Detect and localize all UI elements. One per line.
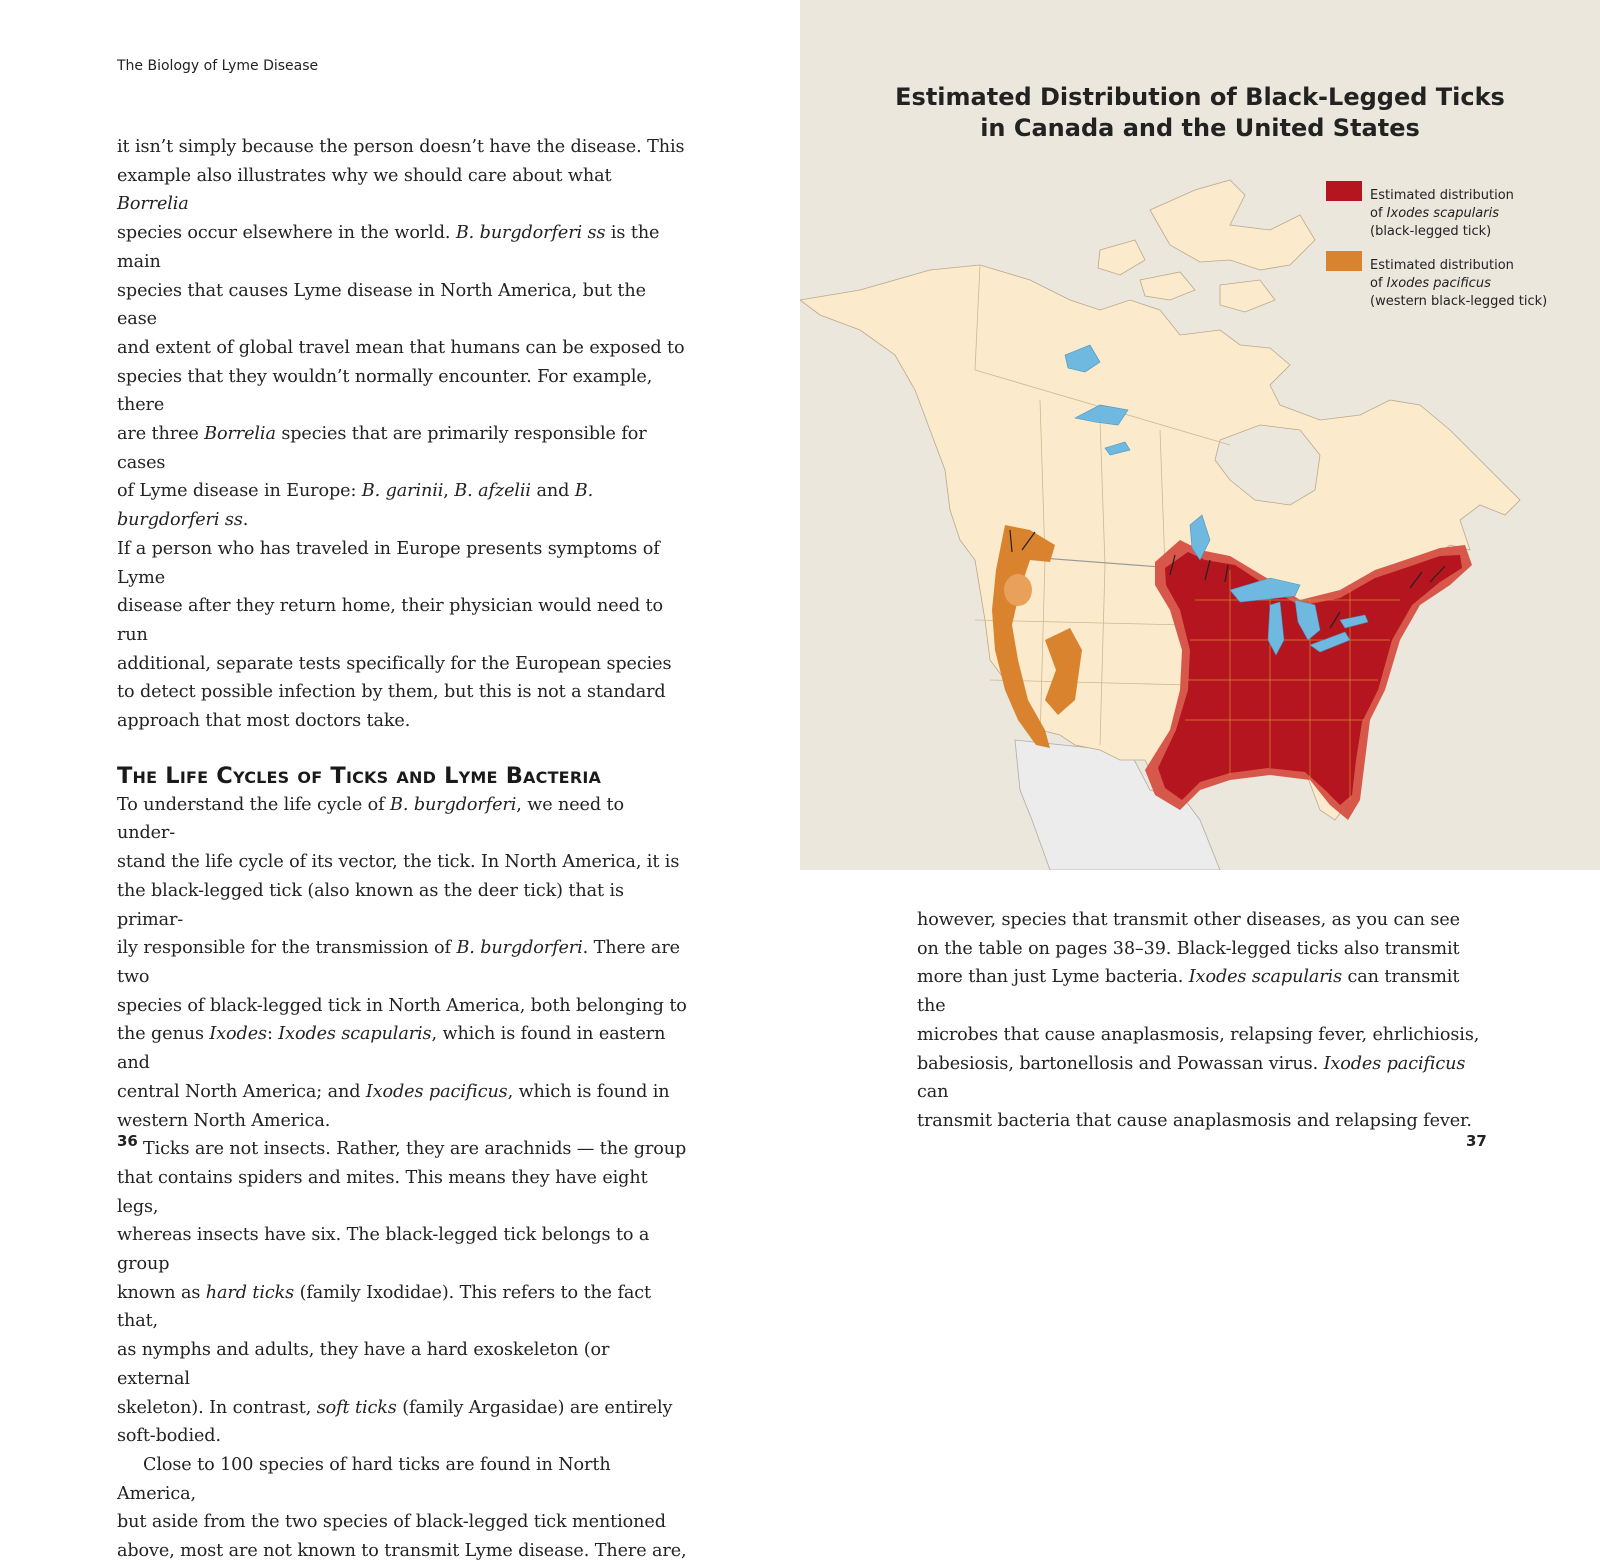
italic-run: B. afzelii bbox=[454, 481, 531, 502]
paragraph bbox=[917, 906, 1487, 1136]
text-run: approach that most doctors take. bbox=[117, 711, 411, 732]
text-run: If a person who has traveled in Europe presents symptoms of Lyme bbox=[117, 538, 660, 588]
text-run: western North America. bbox=[117, 1110, 331, 1131]
text-run: whereas insects have six. The black-legged tick belongs to a group bbox=[117, 1225, 650, 1275]
legend-species: Ixodes scapularis bbox=[1386, 206, 1499, 221]
page-number-right: 37 bbox=[1466, 1132, 1487, 1150]
text-run: ily responsible for the transmission of bbox=[117, 938, 457, 959]
text-run: disease after they return home, their physician would need to run bbox=[117, 596, 664, 645]
legend-label bbox=[1370, 257, 1547, 311]
italic-run: Borrelia bbox=[117, 194, 189, 215]
text-run: . There are two bbox=[117, 938, 680, 987]
text-run: . bbox=[242, 510, 249, 531]
section-heading: The Life Cycles of Ticks and Lyme Bacteria bbox=[117, 762, 602, 789]
legend-line: Estimated distribution bbox=[1370, 188, 1514, 203]
text-run: are three bbox=[117, 424, 205, 445]
text-run: however, species that transmit other diseases, as you can see bbox=[917, 910, 1460, 930]
paragraph bbox=[117, 1135, 687, 1451]
right-column bbox=[917, 906, 1487, 1136]
legend-species: Ixodes pacificus bbox=[1386, 276, 1491, 291]
text-run: is the main bbox=[117, 223, 660, 272]
paragraph bbox=[117, 791, 687, 1135]
text-run: can bbox=[917, 1082, 949, 1103]
text-run: skeleton). In contrast, bbox=[117, 1397, 317, 1418]
legend-item-scapularis bbox=[1326, 181, 1596, 251]
text-run: species that they wouldn’t normally encounter. For example, there bbox=[117, 366, 653, 416]
pacificus-interior-patch bbox=[1004, 574, 1032, 606]
text-run: To understand the life cycle of bbox=[117, 794, 391, 815]
text-run: it isn’t simply because the person doesn’t have the disease. This bbox=[117, 137, 685, 157]
page-number-left: 36 bbox=[117, 1132, 138, 1150]
text-run: species occur elsewhere in the world. bbox=[117, 223, 456, 244]
text-run: microbes that cause anaplasmosis, relapsing fever, ehrlichiosis, bbox=[917, 1024, 1480, 1045]
text-run: and extent of global travel mean that humans can be exposed to bbox=[117, 337, 685, 358]
text-run: example also illustrates why we should care about what bbox=[117, 165, 612, 186]
map-title-line: Estimated Distribution of Black-Legged Ticks bbox=[895, 83, 1505, 111]
italic-run: B. burgdorferi ss bbox=[455, 223, 606, 244]
north-america-map bbox=[800, 0, 1600, 870]
map-legend bbox=[1326, 181, 1596, 321]
text-run: , bbox=[443, 481, 455, 502]
text-run: transmit bacteria that cause anaplasmosis and relapsing fever. bbox=[917, 1110, 1472, 1131]
legend-line: (western black-legged tick) bbox=[1370, 294, 1548, 309]
legend-swatch-red bbox=[1326, 181, 1362, 201]
text-run: above, most are not known to transmit Lyme disease. There are, bbox=[117, 1541, 687, 1562]
text-run: additional, separate tests specifically for the European species bbox=[117, 653, 672, 674]
continent-landmass bbox=[800, 265, 1520, 820]
text-run: and bbox=[530, 481, 575, 502]
legend-prefix: of bbox=[1370, 276, 1387, 291]
italic-run: soft ticks bbox=[316, 1397, 397, 1418]
legend-label bbox=[1370, 187, 1514, 241]
text-run: (family Ixodidae). This refers to the fact that, bbox=[117, 1282, 651, 1332]
text-run: the genus bbox=[117, 1024, 210, 1045]
paragraph bbox=[117, 1451, 687, 1566]
italic-run: Ixodes scapularis bbox=[1188, 967, 1343, 988]
text-run: (family Argasidae) are entirely bbox=[396, 1397, 673, 1418]
legend-line bbox=[1370, 205, 1514, 223]
arctic-islands bbox=[1098, 180, 1315, 312]
text-run: more than just Lyme bacteria. bbox=[917, 967, 1189, 988]
text-run: as nymphs and adults, they have a hard exoskeleton (or external bbox=[117, 1340, 610, 1389]
italic-run: B. garinii bbox=[361, 481, 444, 502]
text-run: that contains spiders and mites. This means they have eight legs, bbox=[117, 1167, 648, 1217]
legend-swatch-orange bbox=[1326, 251, 1362, 271]
left-column bbox=[117, 133, 687, 1566]
text-run: known as bbox=[117, 1282, 206, 1303]
text-run: , we need to under- bbox=[117, 794, 624, 844]
italic-run: Ixodes pacificus bbox=[1323, 1053, 1466, 1074]
map-title-line: in Canada and the United States bbox=[980, 114, 1420, 142]
text-run: species of black-legged tick in North America, both belonging to bbox=[117, 995, 687, 1016]
text-run: , which is found in bbox=[507, 1081, 670, 1102]
text-run: the black-legged tick (also known as the deer tick) that is primar- bbox=[117, 880, 624, 930]
text-run: central North America; and bbox=[117, 1081, 366, 1102]
italic-run: B. burgdorferi bbox=[456, 938, 583, 959]
text-run: of Lyme disease in Europe: bbox=[117, 481, 362, 502]
text-run: Close to 100 species of hard ticks are found in North America, bbox=[117, 1454, 611, 1504]
legend-line bbox=[1370, 275, 1547, 293]
italic-run: Ixodes bbox=[209, 1024, 267, 1045]
text-run: , which is found in eastern and bbox=[117, 1024, 666, 1074]
italic-run: Ixodes scapularis bbox=[278, 1024, 432, 1045]
legend-line: Estimated distribution bbox=[1370, 258, 1514, 273]
text-run: babesiosis, bartonellosis and Powassan virus. bbox=[917, 1053, 1324, 1074]
text-run: Ticks are not insects. Rather, they are arachnids — the group bbox=[143, 1139, 687, 1160]
text-run: to detect possible infection by them, but this is not a standard bbox=[117, 682, 666, 703]
text-run: but aside from the two species of black-legged tick mentioned bbox=[117, 1512, 666, 1533]
italic-run: B. burgdorferi ss bbox=[117, 481, 594, 531]
text-run: on the table on pages 38–39. Black-legged ticks also transmit bbox=[917, 938, 1460, 959]
legend-line: (black-legged tick) bbox=[1370, 224, 1492, 239]
running-head: The Biology of Lyme Disease bbox=[117, 58, 319, 74]
italic-run: B. burgdorferi bbox=[390, 794, 517, 815]
italic-run: Borrelia bbox=[204, 424, 276, 445]
text-run: species that are primarily responsible for cases bbox=[117, 424, 647, 473]
legend-prefix: of bbox=[1370, 206, 1387, 221]
italic-run: Ixodes pacificus bbox=[365, 1081, 508, 1102]
text-run: soft-bodied. bbox=[117, 1426, 221, 1447]
map-figure bbox=[800, 0, 1600, 870]
text-run: species that causes Lyme disease in North America, but the ease bbox=[117, 280, 646, 330]
text-run: stand the life cycle of its vector, the tick. In North America, it is bbox=[117, 852, 680, 873]
legend-item-pacificus bbox=[1326, 251, 1596, 321]
text-run: can transmit the bbox=[917, 967, 1460, 1017]
italic-run: hard ticks bbox=[205, 1282, 295, 1303]
paragraph bbox=[117, 133, 687, 736]
text-run: : bbox=[266, 1024, 279, 1045]
